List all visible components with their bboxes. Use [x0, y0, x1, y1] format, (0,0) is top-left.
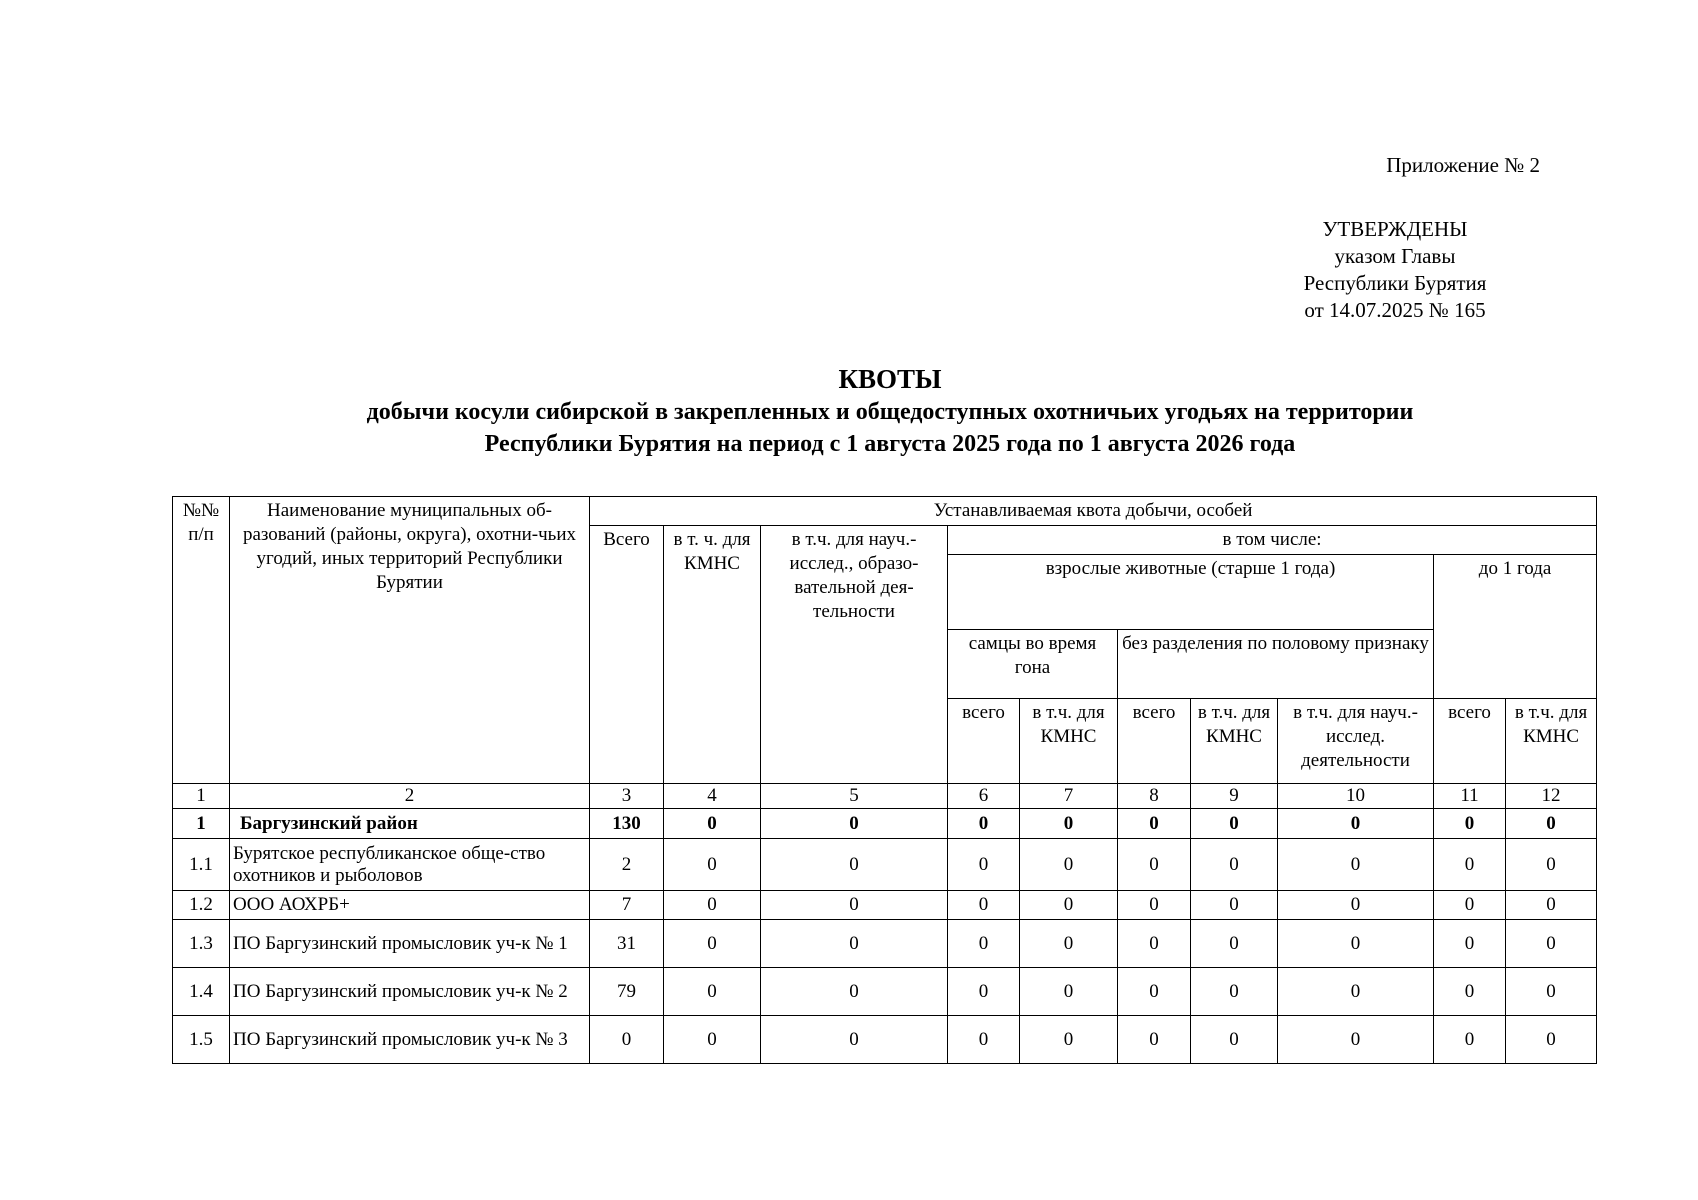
row-value: 0 — [664, 1016, 761, 1064]
row-value: 0 — [664, 839, 761, 891]
header-under1: до 1 года — [1434, 555, 1597, 699]
row-value: 0 — [1278, 968, 1434, 1016]
row-value: 0 — [1506, 920, 1597, 968]
row-value: 0 — [1506, 809, 1597, 839]
header-v-tch-kmns: в т.ч. для КМНС — [1020, 699, 1118, 784]
approval-line: Республики Бурятия — [1303, 271, 1487, 295]
row-value: 0 — [948, 839, 1020, 891]
row-value: 0 — [1434, 809, 1506, 839]
table-body — [173, 809, 1597, 1064]
column-number: 10 — [1278, 784, 1434, 809]
row-name: Баргузинский район — [230, 809, 590, 839]
row-value: 31 — [590, 920, 664, 968]
row-value: 0 — [1278, 809, 1434, 839]
row-value: 0 — [761, 809, 948, 839]
table-row — [173, 891, 1597, 920]
row-value: 0 — [1020, 920, 1118, 968]
header-v-tch-kmns: в т.ч. для КМНС — [1191, 699, 1278, 784]
header-males-rut: самцы во время гона — [948, 630, 1118, 699]
row-value: 0 — [1191, 968, 1278, 1016]
table-row — [173, 809, 1597, 839]
row-number: 1.5 — [173, 1016, 230, 1064]
column-number: 6 — [948, 784, 1020, 809]
header-total: Всего — [590, 526, 664, 784]
row-value: 0 — [1020, 809, 1118, 839]
row-value: 0 — [1118, 1016, 1191, 1064]
column-number-row — [173, 784, 1597, 809]
header-including: в том числе: — [948, 526, 1597, 555]
row-value: 0 — [1506, 1016, 1597, 1064]
row-number: 1.3 — [173, 920, 230, 968]
row-value: 0 — [1278, 839, 1434, 891]
row-value: 2 — [590, 839, 664, 891]
header-kmns: в т. ч. для КМНС — [664, 526, 761, 784]
row-number: 1.4 — [173, 968, 230, 1016]
row-value: 0 — [1434, 839, 1506, 891]
row-value: 0 — [664, 891, 761, 920]
header-no-sex: без разделения по половому признаку — [1118, 630, 1434, 699]
approval-block — [1100, 216, 1540, 324]
column-number: 2 — [230, 784, 590, 809]
header-row — [173, 497, 1597, 526]
header-quota: Устанавливаемая квота добычи, особей — [590, 497, 1597, 526]
table-row — [173, 839, 1597, 891]
row-value: 0 — [1191, 891, 1278, 920]
row-value: 0 — [761, 891, 948, 920]
row-value: 0 — [1020, 891, 1118, 920]
column-number: 7 — [1020, 784, 1118, 809]
row-value: 130 — [590, 809, 664, 839]
row-value: 0 — [664, 968, 761, 1016]
document-title — [180, 362, 1600, 460]
row-value: 0 — [1191, 839, 1278, 891]
row-name: Бурятское республиканское обще-ство охотников и рыболовов — [230, 839, 590, 891]
row-value: 0 — [1118, 968, 1191, 1016]
row-value: 0 — [948, 891, 1020, 920]
row-number: 1.1 — [173, 839, 230, 891]
row-value: 0 — [1118, 891, 1191, 920]
header-science: в т.ч. для науч.-исслед., образо-вательной дея-тельности — [761, 526, 948, 784]
row-value: 0 — [761, 839, 948, 891]
row-value: 79 — [590, 968, 664, 1016]
row-value: 0 — [1506, 839, 1597, 891]
header-num: №№ п/п — [173, 497, 230, 784]
row-value: 0 — [1278, 891, 1434, 920]
row-value: 0 — [1191, 1016, 1278, 1064]
row-value: 0 — [1434, 891, 1506, 920]
row-number: 1.2 — [173, 891, 230, 920]
row-value: 0 — [664, 920, 761, 968]
row-value: 0 — [1434, 920, 1506, 968]
row-value: 0 — [1506, 968, 1597, 1016]
row-value: 0 — [1020, 968, 1118, 1016]
appendix-label — [1100, 152, 1540, 179]
row-value: 7 — [590, 891, 664, 920]
column-number: 12 — [1506, 784, 1597, 809]
quota-table — [172, 496, 1597, 1064]
column-number: 11 — [1434, 784, 1506, 809]
row-value: 0 — [1020, 1016, 1118, 1064]
row-value: 0 — [1020, 839, 1118, 891]
row-name: ПО Баргузинский промысловик уч-к № 3 — [230, 1016, 590, 1064]
column-number: 3 — [590, 784, 664, 809]
approval-line: указом Главы — [1334, 244, 1456, 268]
row-name: ООО АОХРБ+ — [230, 891, 590, 920]
row-number: 1 — [173, 809, 230, 839]
row-value: 0 — [664, 809, 761, 839]
row-value: 0 — [1506, 891, 1597, 920]
row-value: 0 — [1118, 839, 1191, 891]
title-main: КВОТЫ — [838, 364, 942, 394]
header-v-tch-science: в т.ч. для науч.-исслед. деятельности — [1278, 699, 1434, 784]
row-value: 0 — [948, 920, 1020, 968]
table-row — [173, 968, 1597, 1016]
row-value: 0 — [1434, 968, 1506, 1016]
row-value: 0 — [1278, 920, 1434, 968]
header-v-tch-kmns: в т.ч. для КМНС — [1506, 699, 1597, 784]
column-number: 8 — [1118, 784, 1191, 809]
header-vsego: всего — [948, 699, 1020, 784]
header-adults: взрослые животные (старше 1 года) — [948, 555, 1434, 630]
row-value: 0 — [948, 809, 1020, 839]
approval-line: УТВЕРЖДЕНЫ — [1322, 217, 1468, 241]
column-number: 4 — [664, 784, 761, 809]
column-number: 9 — [1191, 784, 1278, 809]
table-row — [173, 920, 1597, 968]
row-value: 0 — [761, 1016, 948, 1064]
row-value: 0 — [1434, 1016, 1506, 1064]
column-number: 1 — [173, 784, 230, 809]
header-name: Наименование муниципальных об-разований (районы, округа), охотни-чьих угодий, иных территорий Республики Бурятии — [230, 497, 590, 784]
row-value: 0 — [1278, 1016, 1434, 1064]
title-line-2: Республики Бурятия на период с 1 августа 2025 года по 1 августа 2026 года — [484, 431, 1296, 457]
row-value: 0 — [590, 1016, 664, 1064]
table-row — [173, 1016, 1597, 1064]
row-value: 0 — [1118, 809, 1191, 839]
header-vsego: всего — [1434, 699, 1506, 784]
header-vsego: всего — [1118, 699, 1191, 784]
approval-line: от 14.07.2025 № 165 — [1304, 298, 1486, 322]
column-number: 5 — [761, 784, 948, 809]
row-value: 0 — [1118, 920, 1191, 968]
row-value: 0 — [948, 968, 1020, 1016]
row-name: ПО Баргузинский промысловик уч-к № 1 — [230, 920, 590, 968]
row-value: 0 — [1191, 809, 1278, 839]
row-value: 0 — [761, 920, 948, 968]
row-name: ПО Баргузинский промысловик уч-к № 2 — [230, 968, 590, 1016]
row-value: 0 — [948, 1016, 1020, 1064]
row-value: 0 — [1191, 920, 1278, 968]
row-value: 0 — [761, 968, 948, 1016]
appendix-text: Приложение № 2 — [1386, 153, 1540, 177]
title-line-1: добычи косули сибирской в закрепленных и общедоступных охотничьих угодьях на территории — [366, 399, 1414, 425]
